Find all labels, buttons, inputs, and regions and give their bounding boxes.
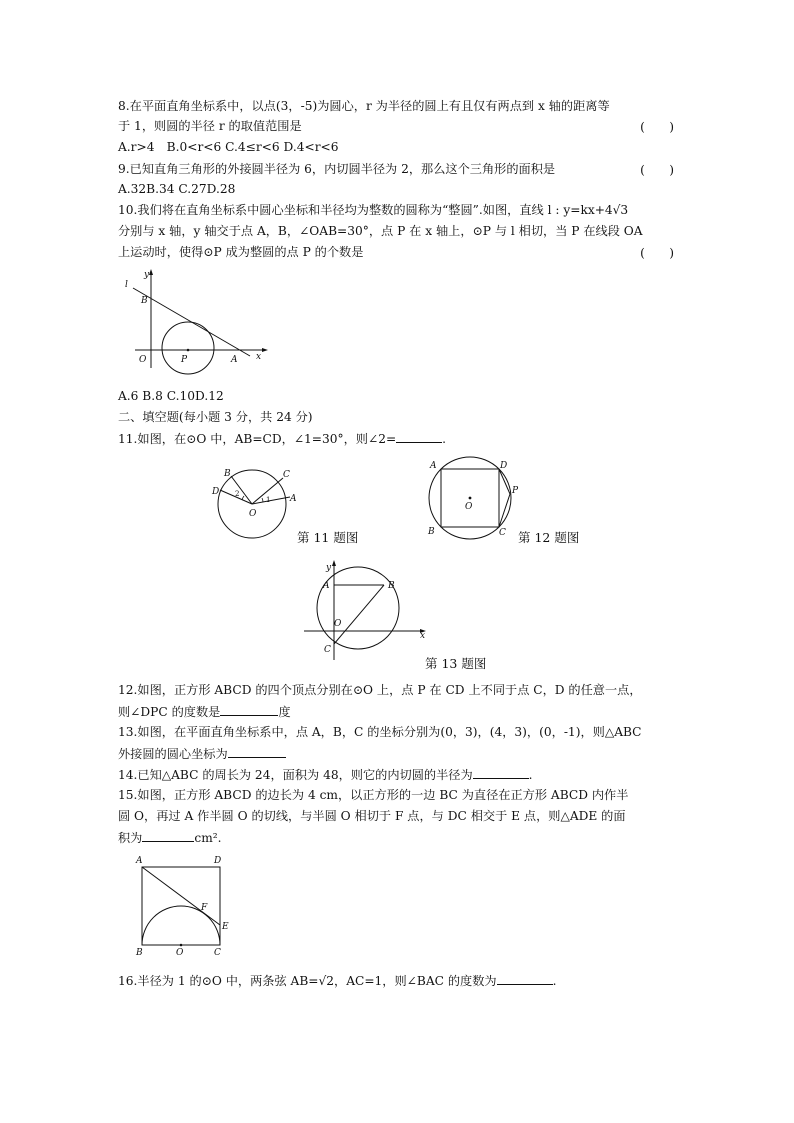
q8-options: A.r>4 B.0<r<6 C.4≤r<6 D.4<r<6 — [118, 140, 339, 154]
q11-line1: 11.如图，在⊙O 中，AB=CD，∠1=30°，则∠2= . — [118, 432, 447, 446]
q10-label-y: y — [144, 270, 150, 280]
q9-answer-paren: ( ) — [640, 163, 674, 177]
q10-line2: 分别与 x 轴，y 轴交于点 A，B，∠OAB=30°，点 P 在 x 轴上，⊙P 与 l 相切，当 P 在线段 OA — [118, 224, 643, 238]
q10-options: A.6 B.8 C.10D.12 — [118, 389, 224, 403]
q8-line2: 于 1，则圆的半径 r 的取值范围是 — [118, 119, 302, 133]
q14-line1: 14.已知△ABC 的周长为 24，面积为 48，则它的内切圆的半径为 . — [118, 768, 533, 782]
q11-label-D: D — [212, 487, 220, 497]
q13-label-C: C — [324, 645, 331, 655]
q11-label-A: A — [290, 494, 297, 504]
q12-line1: 12.如图，正方形 ABCD 的四个顶点分别在⊙O 上，点 P 在 CD 上不同于点 C，D 的任意一点， — [118, 683, 642, 697]
q12-answer-blank[interactable] — [220, 703, 278, 716]
q12-figure-caption: 第 12 题图 — [518, 530, 580, 545]
q10-figure — [125, 268, 270, 378]
q13-line2: 外接圆的圆心坐标为 — [118, 745, 286, 763]
q12-label-O: O — [465, 502, 473, 512]
q13-figure-caption: 第 13 题图 — [425, 656, 487, 671]
q10-label-P: P — [181, 355, 188, 365]
q10-label-A: A — [231, 355, 238, 365]
q11-figure — [210, 466, 302, 548]
q15-line2: 圆 O，再过 A 作半圆 O 的切线，与半圆 O 相切于 F 点，与 DC 相交于 E 点，则△ADE 的面 — [118, 809, 626, 823]
section-2-heading: 二、填空题(每小题 3 分，共 24 分) — [118, 410, 313, 424]
q10-label-B: B — [141, 296, 148, 306]
q13-figure — [300, 558, 430, 662]
q13-line1: 13.如图，在平面直角坐标系中，点 A，B，C 的坐标分别为(0，3)，(4，3)，(0，-1)，则△ABC — [118, 725, 642, 739]
q8-line1: 8.在平面直角坐标系中，以点(3，-5)为圆心，r 为半径的圆上有且仅有两点到 x 轴的距离等 — [118, 99, 610, 113]
q12-label-D: D — [500, 461, 508, 471]
q11-label-angle2: 2 — [235, 490, 240, 498]
q12-line2: 则∠DPC 的度数是 度 — [118, 705, 291, 719]
q11-figure-caption: 第 11 题图 — [297, 530, 359, 545]
q11-label-O: O — [249, 509, 257, 519]
q10-answer-paren: ( ) — [640, 246, 674, 260]
q12-label-P: P — [512, 486, 519, 496]
q13-label-A: A — [323, 581, 330, 591]
q15-line3: 积为 cm². — [118, 831, 222, 845]
q11-label-C: C — [283, 470, 290, 480]
q10-label-x: x — [256, 352, 262, 362]
q15-line1: 15.如图，正方形 ABCD 的边长为 4 cm，以正方形的一边 BC 为直径在正方形 ABCD 内作半 — [118, 788, 629, 802]
q9-line1: 9.已知直角三角形的外接圆半径为 6，内切圆半径为 2，那么这个三角形的面积是 — [118, 162, 556, 176]
q10-line3: 上运动时，使得⊙P 成为整圆的点 P 的个数是 — [118, 245, 364, 259]
q10-line1: 10.我们将在直角坐标系中圆心坐标和半径均为整数的圆称为“整圆”.如图，直线 l : y=kx+4√3 — [118, 203, 629, 217]
q12-label-C: C — [499, 528, 506, 538]
q16-line1: 16.半径为 1 的⊙O 中，两条弦 AB=√2，AC=1，则∠BAC 的度数为 . — [118, 974, 557, 988]
q10-label-l: l — [125, 280, 128, 290]
q11-label-B: B — [224, 469, 231, 479]
q11-answer-blank[interactable] — [396, 430, 442, 443]
q13-answer-blank[interactable] — [228, 745, 286, 758]
q15-label-C: C — [214, 948, 221, 958]
q13-label-O: O — [334, 619, 342, 629]
q15-label-D: D — [214, 856, 222, 866]
q13-label-B: B — [388, 581, 395, 591]
q15-label-F: F — [201, 903, 208, 913]
q8-answer-paren: ( ) — [640, 120, 674, 134]
q13-label-x: x — [420, 631, 426, 641]
q12-label-B: B — [428, 527, 435, 537]
q15-label-B: B — [136, 948, 143, 958]
q12-label-A: A — [430, 461, 437, 471]
q15-figure — [130, 852, 242, 956]
q12-figure — [424, 454, 524, 542]
q11-label-angle1: 1 — [266, 496, 271, 504]
q15-label-O: O — [176, 948, 184, 958]
q15-label-A: A — [136, 856, 143, 866]
q14-answer-blank[interactable] — [473, 766, 529, 779]
q15-label-E: E — [222, 922, 229, 932]
q10-label-O: O — [139, 355, 147, 365]
q13-label-y: y — [326, 563, 332, 573]
q9-options: A.32B.34 C.27D.28 — [118, 182, 236, 196]
q15-answer-blank[interactable] — [142, 829, 194, 842]
q16-answer-blank[interactable] — [497, 972, 553, 985]
